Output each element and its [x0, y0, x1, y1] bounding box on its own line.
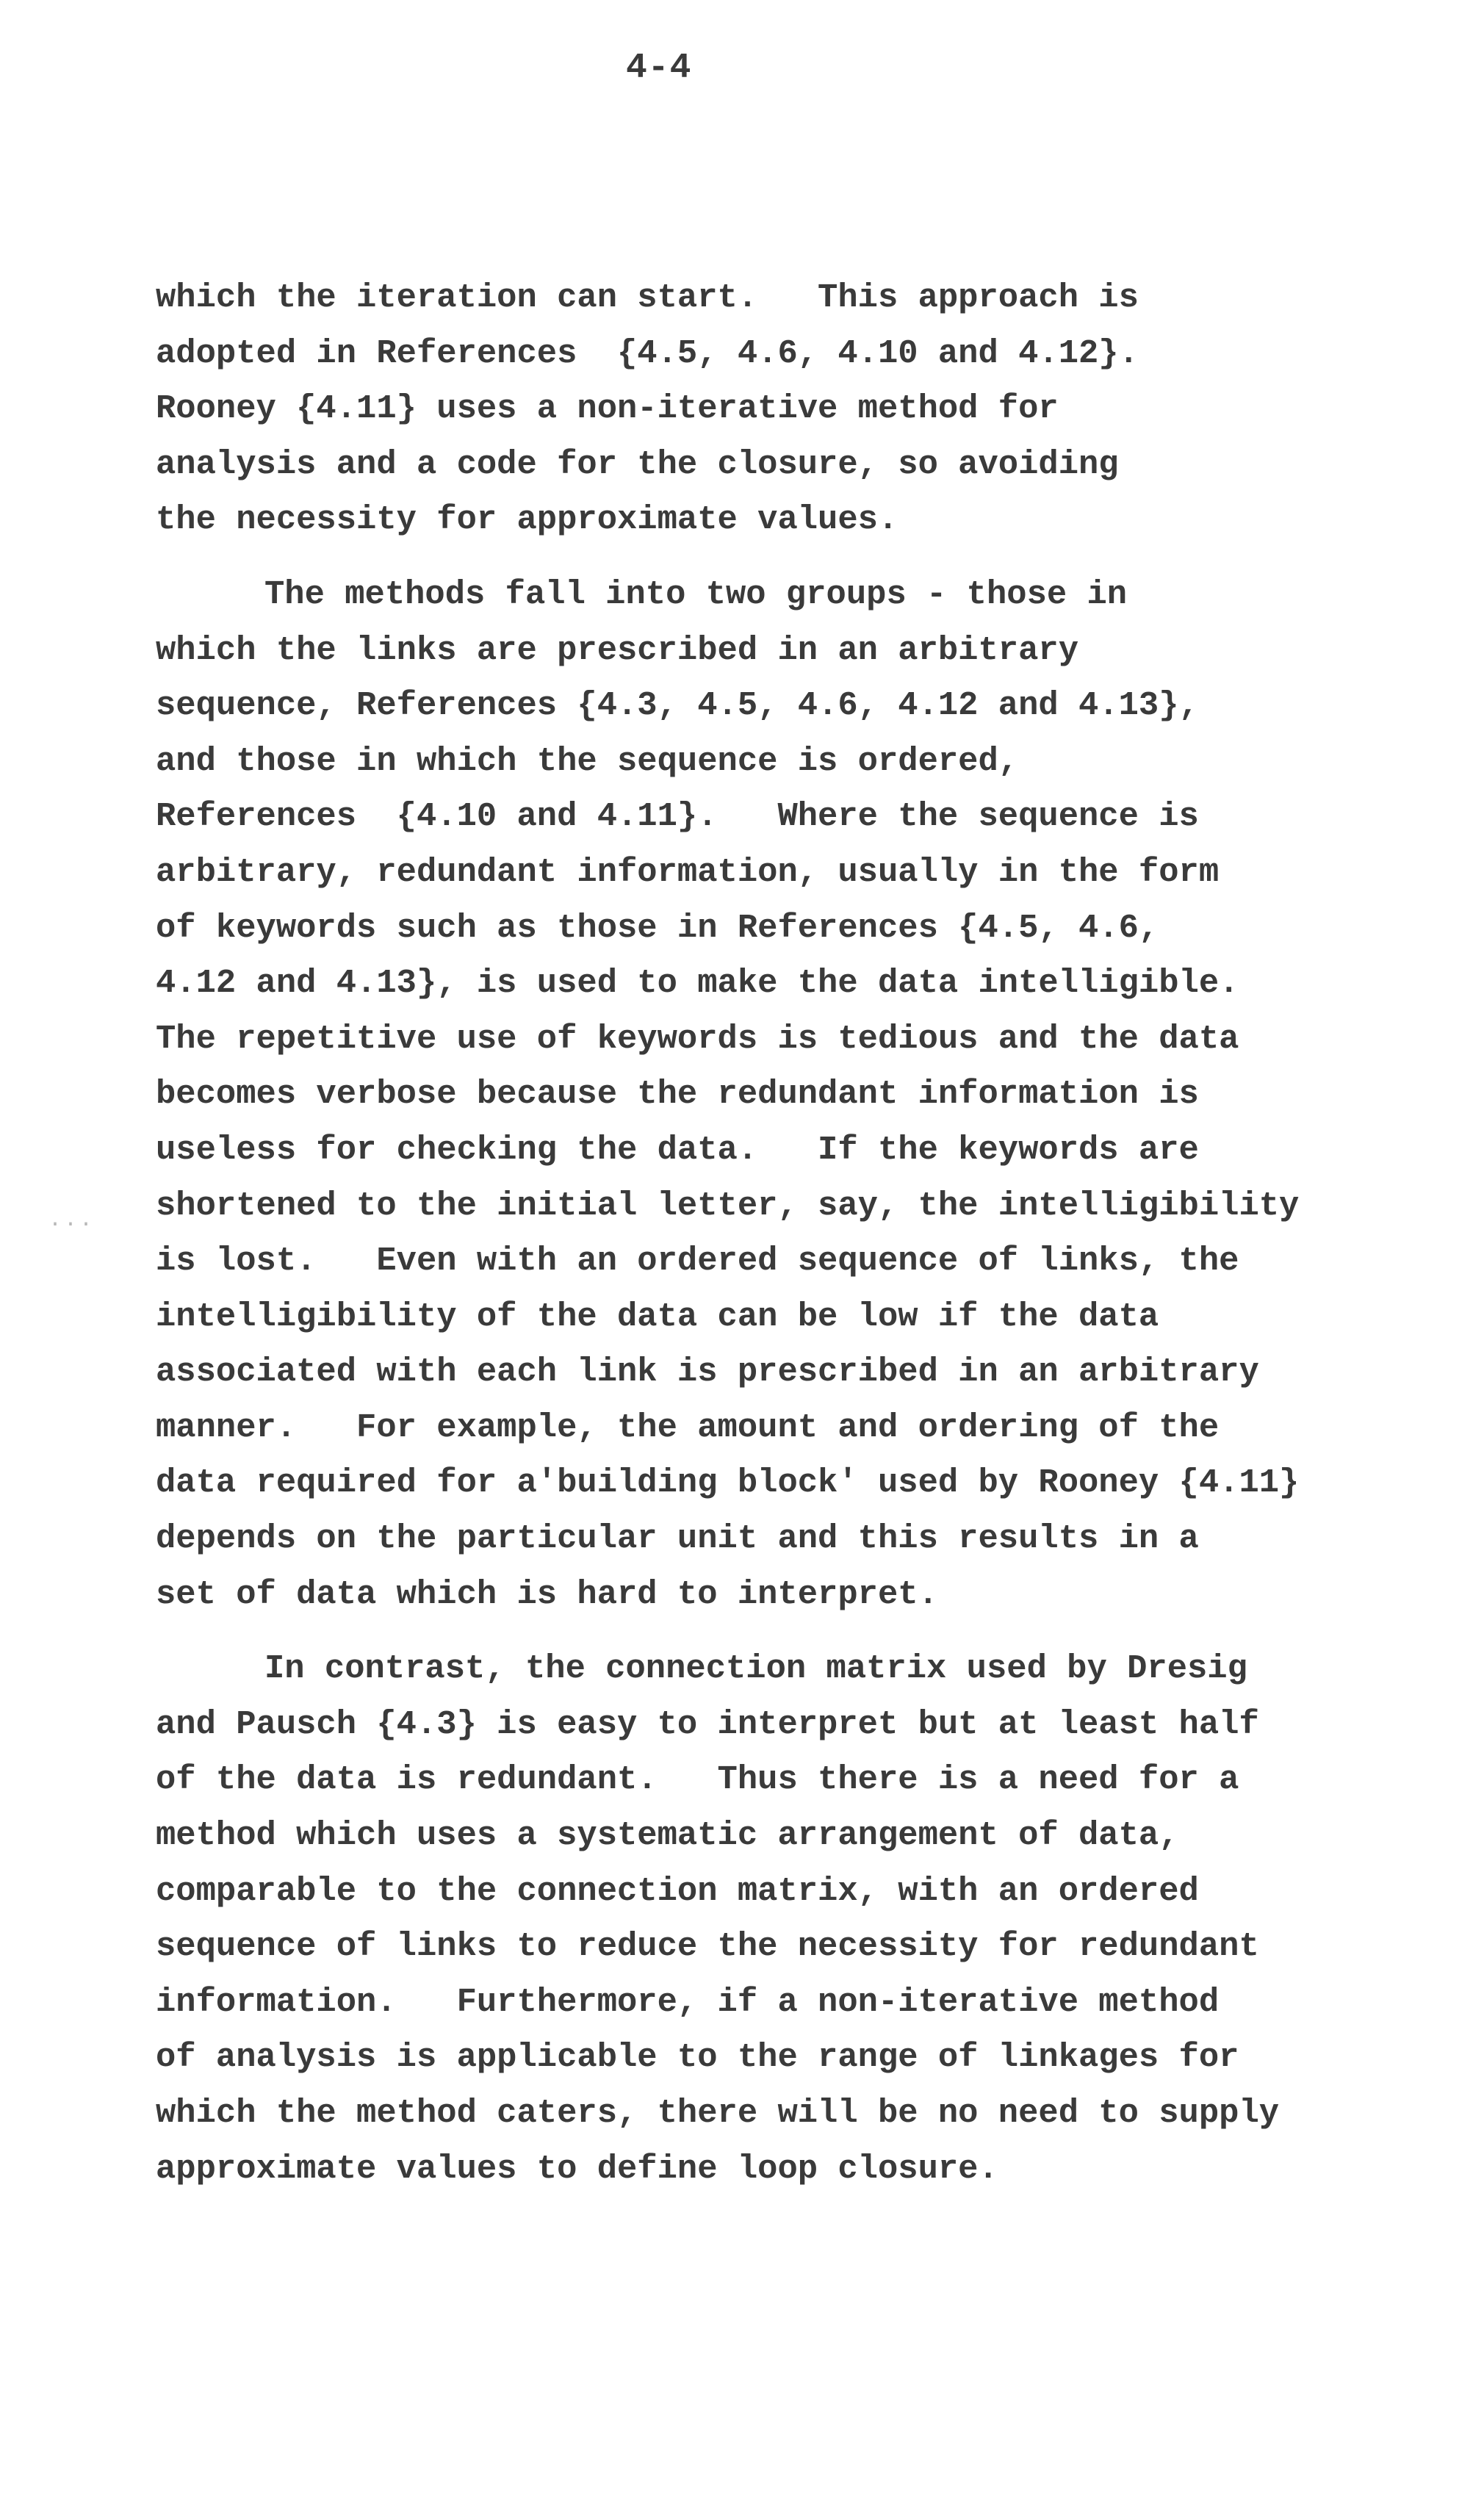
text-line: The methods fall into two groups - those in	[264, 575, 1128, 613]
text-line: the necessity for approximate values.	[156, 500, 898, 539]
margin-mark: ...	[48, 1208, 96, 1233]
text-line: arbitrary, redundant information, usually in the form	[156, 852, 1220, 891]
text-line: comparable to the connection matrix, with an ordered	[156, 1871, 1199, 1910]
text-line: which the method caters, there will be no need to supply	[156, 2094, 1280, 2132]
text-line: The repetitive use of keywords is tedious and the data	[156, 1019, 1239, 1058]
text-line: useless for checking the data. If the keywords are	[156, 1130, 1199, 1169]
text-line: of keywords such as those in References {4.5, 4.6,	[156, 908, 1159, 947]
paragraph-2	[156, 567, 1463, 1622]
text-line: of the data is redundant. Thus there is a need for a	[156, 1760, 1239, 1799]
text-line: set of data which is hard to interpret.	[156, 1574, 938, 1613]
text-line: which the iteration can start. This approach is	[156, 278, 1139, 317]
text-line: sequence, References {4.3, 4.5, 4.6, 4.12 and 4.13},	[156, 686, 1199, 725]
text-line: analysis and a code for the closure, so avoiding	[156, 444, 1119, 483]
text-line: of analysis is applicable to the range of linkages for	[156, 2038, 1239, 2077]
text-line: becomes verbose because the redundant information is	[156, 1075, 1199, 1114]
body-text	[156, 270, 1463, 2197]
text-line: shortened to the initial letter, say, the intelligibility	[156, 1186, 1300, 1225]
text-line: approximate values to define loop closure.	[156, 2149, 998, 2188]
text-line: In contrast, the connection matrix used by Dresig	[264, 1649, 1247, 1688]
text-line: and those in which the sequence is ordered,	[156, 741, 1019, 780]
text-line: intelligibility of the data can be low if the data	[156, 1297, 1159, 1336]
text-line: which the links are prescribed in an arbitrary	[156, 630, 1079, 669]
text-line: Rooney {4.11} uses a non-iterative method for	[156, 389, 1059, 428]
text-line: depends on the particular unit and this results in a	[156, 1519, 1199, 1558]
paragraph-1	[156, 270, 1463, 548]
text-line: method which uses a systematic arrangement of data,	[156, 1816, 1179, 1855]
text-line: adopted in References {4.5, 4.6, 4.10 and 4.12}.	[156, 334, 1139, 372]
text-line: References {4.10 and 4.11}. Where the sequence is	[156, 797, 1199, 836]
page-number: 4-4	[626, 48, 692, 88]
text-line: 4.12 and 4.13}, is used to make the data intelligible.	[156, 964, 1239, 1003]
text-line: information. Furthermore, if a non-iterative method	[156, 1982, 1220, 2021]
text-line: sequence of links to reduce the necessity for redundant	[156, 1927, 1259, 1966]
text-line: and Pausch {4.3} is easy to interpret but at least half	[156, 1704, 1259, 1743]
text-line: is lost. Even with an ordered sequence of links, the	[156, 1242, 1239, 1281]
text-line: manner. For example, the amount and ordering of the	[156, 1408, 1220, 1447]
text-line: associated with each link is prescribed in an arbitrary	[156, 1353, 1259, 1391]
text-line: data required for a'building block' used by Rooney {4.11}	[156, 1463, 1300, 1502]
paragraph-3	[156, 1641, 1463, 2197]
